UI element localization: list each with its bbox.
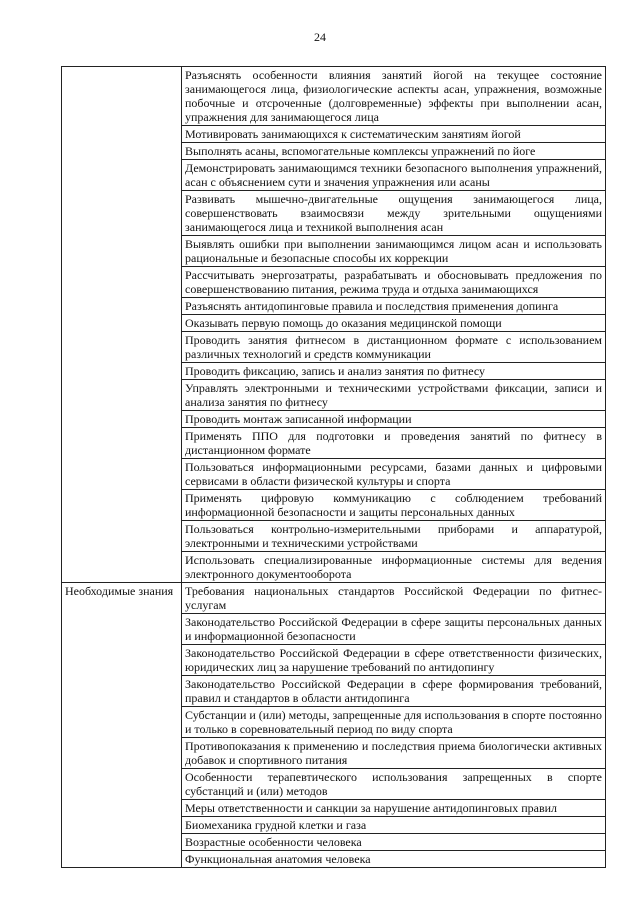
skill-item: Проводить фиксацию, запись и анализ занятия по фитнесу [182, 363, 606, 380]
skill-item: Рассчитывать энергозатраты, разрабатывать и обосновывать предложения по совершенствованию питания, режима труда и отдыха занимающихся [182, 267, 606, 298]
skill-item: Проводить занятия фитнесом в дистанционном формате с использованием различных технологий и средств коммуникации [182, 332, 606, 363]
page-number: 24 [314, 30, 326, 44]
skill-item: Выявлять ошибки при выполнении занимающимся лицом асан и использовать рациональные и безопасные способы их коррекции [182, 236, 606, 267]
skill-item: Пользоваться информационными ресурсами, базами данных и цифровыми сервисами в области физической культуры и спорта [182, 459, 606, 490]
skill-item: Использовать специализированные информационные системы для ведения электронного документооборота [182, 552, 606, 583]
skill-item: Применять ППО для подготовки и проведения занятий по фитнесу в дистанционном формате [182, 428, 606, 459]
skill-item: Мотивировать занимающихся к систематическим занятиям йогой [182, 126, 606, 143]
skill-item: Проводить монтаж записанной информации [182, 411, 606, 428]
table-row [62, 67, 606, 126]
knowledge-item: Законодательство Российской Федерации в сфере ответственности физических, юридических лиц за нарушение требований по антидопингу [182, 645, 606, 676]
knowledge-item: Противопоказания к применению и последствия приема биологически активных добавок и спортивного питания [182, 738, 606, 769]
knowledge-item: Меры ответственности и санкции за нарушение антидопинговых правил [182, 800, 606, 817]
skill-item: Оказывать первую помощь до оказания медицинской помощи [182, 315, 606, 332]
skill-item: Разъяснять особенности влияния занятий йогой на текущее состояние занимающегося лица, физиологические аспекты асан, упражнения, возможные побочные и отсроченные (долговременные) эффекты при выполнении асан, упражнения для занимающегося лица [182, 67, 606, 126]
knowledge-item: Законодательство Российской Федерации в сфере формирования требований, правил и стандартов в области антидопинга [182, 676, 606, 707]
section-label-knowledge: Необходимые знания [62, 583, 182, 868]
section-label-skills [62, 67, 182, 583]
skill-item: Развивать мышечно-двигательные ощущения занимающегося лица, совершенствовать взаимосвязи между зрительными ощущениями занимающегося лица и техникой выполнения асан [182, 191, 606, 236]
knowledge-item: Особенности терапевтического использования запрещенных в спорте субстанций и (или) методов [182, 769, 606, 800]
skill-item: Разъяснять антидопинговые правила и последствия применения допинга [182, 298, 606, 315]
skill-item: Пользоваться контрольно-измерительными приборами и аппаратурой, электронными и техническими устройствами [182, 521, 606, 552]
skill-item: Управлять электронными и техническими устройствами фиксации, записи и анализа занятия по фитнесу [182, 380, 606, 411]
knowledge-item: Субстанции и (или) методы, запрещенные для использования в спорте постоянно и только в соревновательный период по виду спорта [182, 707, 606, 738]
skill-item: Выполнять асаны, вспомогательные комплексы упражнений по йоге [182, 143, 606, 160]
knowledge-item: Биомеханика грудной клетки и газа [182, 817, 606, 834]
knowledge-item: Законодательство Российской Федерации в сфере защиты персональных данных и информационной безопасности [182, 614, 606, 645]
competency-table [61, 66, 606, 868]
skill-item: Демонстрировать занимающимся техники безопасного выполнения упражнений, асан с объяснением сути и значения упражнения или асаны [182, 160, 606, 191]
table-row [62, 583, 606, 614]
knowledge-item: Возрастные особенности человека [182, 834, 606, 851]
skill-item: Применять цифровую коммуникацию с соблюдением требований информационной безопасности и защиты персональных данных [182, 490, 606, 521]
knowledge-item: Требования национальных стандартов Российской Федерации по фитнес-услугам [182, 583, 606, 614]
knowledge-item: Функциональная анатомия человека [182, 851, 606, 868]
